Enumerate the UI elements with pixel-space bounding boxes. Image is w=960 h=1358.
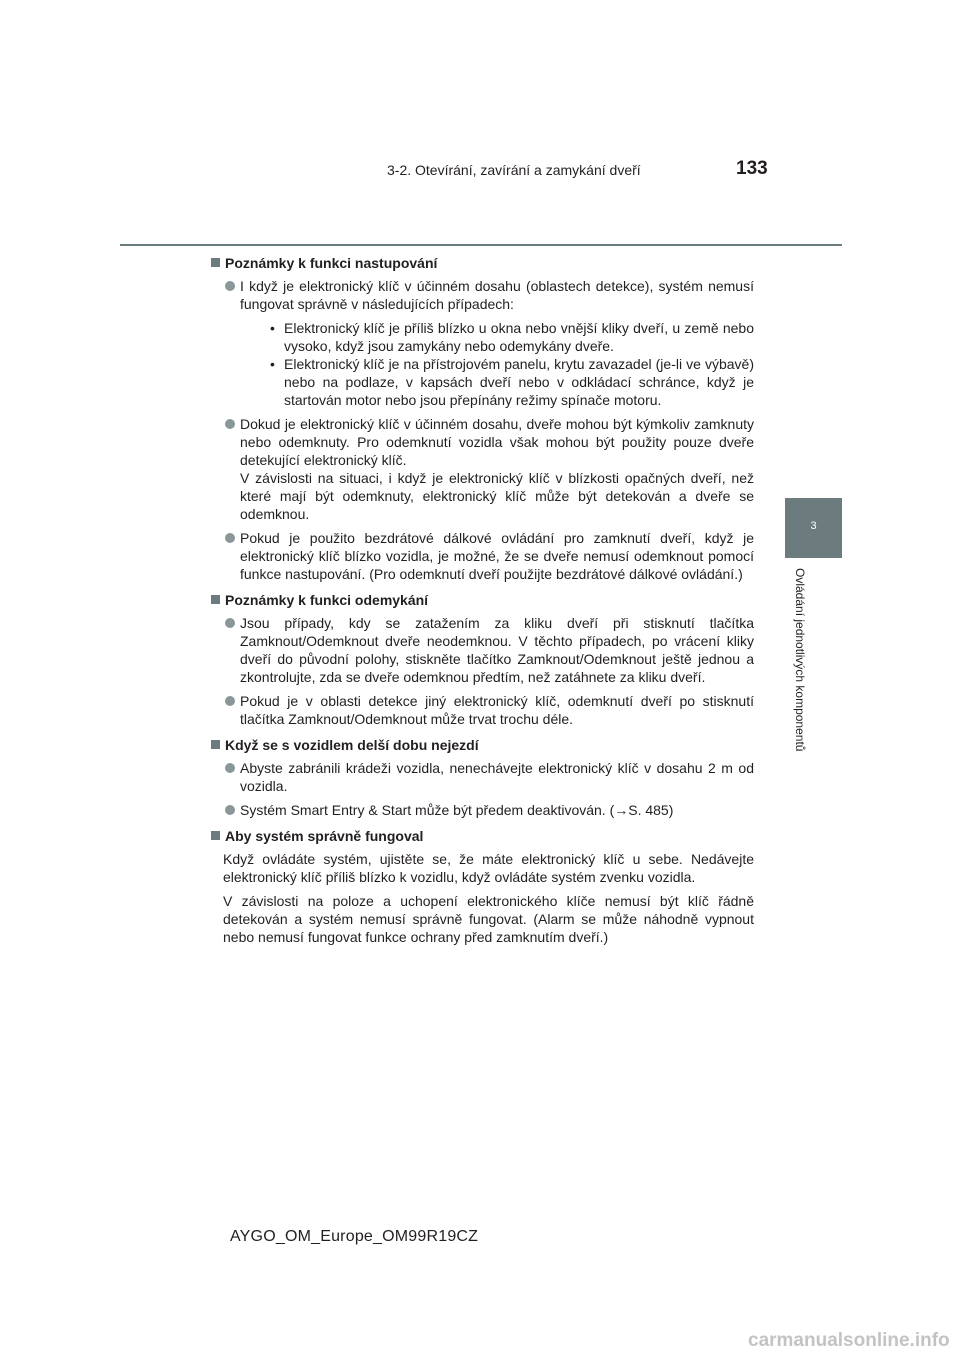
list-item-text: Pokud je použito bezdrátové dálkové ovládání pro zamknutí dveří, když je elektronický klíč blízko vozidla, je možné, že se dveře nemusí odemknout pomocí funkce nastupování. (Pro odemknutí dveří použijte bezdrátové dálkové ovládání.): [240, 530, 754, 582]
square-bullet-icon: [211, 595, 220, 604]
header-divider: [120, 244, 842, 246]
list-item-text: Pokud je v oblasti detekce jiný elektronický klíč, odemknutí dveří po stisknutí tlačítka Zamknout/Odemknout může trvat trochu déle.: [240, 693, 754, 727]
circle-bullet-icon: [225, 805, 235, 815]
chapter-number: 3: [810, 520, 817, 532]
section-long-idle: [209, 736, 754, 819]
section-heading: [209, 827, 754, 845]
list-item-text: Dokud je elektronický klíč v účinném dosahu, dveře mohou být kýmkoliv zamknuty nebo odemknuty. Pro odemknutí vozidla však mohou být použity pouze dveře detekující elektronický klíč.: [240, 416, 754, 468]
paragraph: Když ovládáte systém, ujistěte se, že máte elektronický klíč u sebe. Nedávejte elektronický klíč příliš blízko k vozidlu, když ovládáte systém zvenku vozidla.: [223, 851, 754, 885]
document-code: AYGO_OM_Europe_OM99R19CZ: [230, 1228, 479, 1245]
page-content: [209, 254, 754, 954]
list-item-text: Jsou případy, kdy se zatažením za kliku dveří při stisknutí tlačítka Zamknout/Odemknout dveře neodemknou. V těchto případech, po vrácení kliky dveří do původní polohy, stiskněte tlačítko Zamknout/Odemknout ještě jednou a zkontrolujte, zda se dveře odemknou předtím, než zatáhnete za kliku dveří.: [240, 615, 754, 685]
sub-list-item: • Elektronický klíč je na přístrojovém panelu, krytu zavazadel (je-li ve výbavě) nebo na podlaze, v kapsách dveří nebo v odkládací schránce, když je startován motor nebo jsou přepínány režimy spínače motoru.: [270, 355, 754, 409]
list-item-text-continued: V závislosti na situaci, i když je elektronický klíč v blízkosti opačných dveří, než které mají být odemknuty, elektronický klíč může být detekován a dveře se odemknou.: [240, 470, 754, 522]
section-heading: [209, 736, 754, 754]
paragraph: V závislosti na poloze a uchopení elektronického klíče nemusí být klíč řádně detekován a systém nemusí správně fungovat. (Alarm se může náhodně vypnout nebo nemusí fungovat funkce ochrany před zamknutím dveří.): [223, 893, 754, 945]
sub-list-item: • Elektronický klíč je příliš blízko u okna nebo vnější kliky dveří, u země nebo vysoko, když jsou zamykány nebo odemykány dveře.: [270, 319, 754, 355]
list-item-text: Systém Smart Entry & Start může být předem deaktivován. (→S. 485): [240, 802, 674, 818]
page-number: 133: [736, 158, 768, 179]
page-header: [0, 0, 960, 250]
circle-bullet-icon: [225, 281, 235, 291]
list-item: [209, 614, 754, 686]
circle-bullet-icon: [225, 696, 235, 706]
section-heading-text: Poznámky k funkci nastupování: [225, 255, 438, 271]
list-item: [209, 415, 754, 523]
list-item: [209, 692, 754, 728]
square-bullet-icon: [211, 740, 220, 749]
list-item-text: Abyste zabránili krádeži vozidla, nenechávejte elektronický klíč v dosahu 2 m od vozidla.: [240, 760, 754, 794]
list-item: [209, 277, 754, 409]
list-item-text: I když je elektronický klíč v účinném dosahu (oblastech detekce), systém nemusí fungovat správně v následujících případech:: [240, 278, 754, 312]
chapter-label: Ovládání jednotlivých komponentů: [793, 568, 807, 752]
section-proper-operation: [209, 827, 754, 946]
circle-bullet-icon: [225, 618, 235, 628]
circle-bullet-icon: [225, 533, 235, 543]
square-bullet-icon: [211, 258, 220, 267]
watermark: carmanualsonline.info: [748, 1330, 950, 1351]
circle-bullet-icon: [225, 419, 235, 429]
list-item: [209, 759, 754, 795]
chapter-tab: [785, 498, 842, 558]
section-unlock-notes: [209, 591, 754, 728]
section-entry-notes: [209, 254, 754, 583]
circle-bullet-icon: [225, 763, 235, 773]
list-item: [209, 801, 754, 819]
section-heading-text: Poznámky k funkci odemykání: [225, 592, 429, 608]
sub-list: [240, 319, 754, 409]
section-heading-text: Když se s vozidlem delší dobu nejezdí: [225, 737, 479, 753]
square-bullet-icon: [211, 831, 220, 840]
list-item: [209, 529, 754, 583]
section-heading: [209, 254, 754, 272]
section-heading: [209, 591, 754, 609]
section-heading-text: Aby systém správně fungoval: [225, 828, 424, 844]
section-title: 3-2. Otevírání, zavírání a zamykání dveří: [387, 162, 641, 178]
